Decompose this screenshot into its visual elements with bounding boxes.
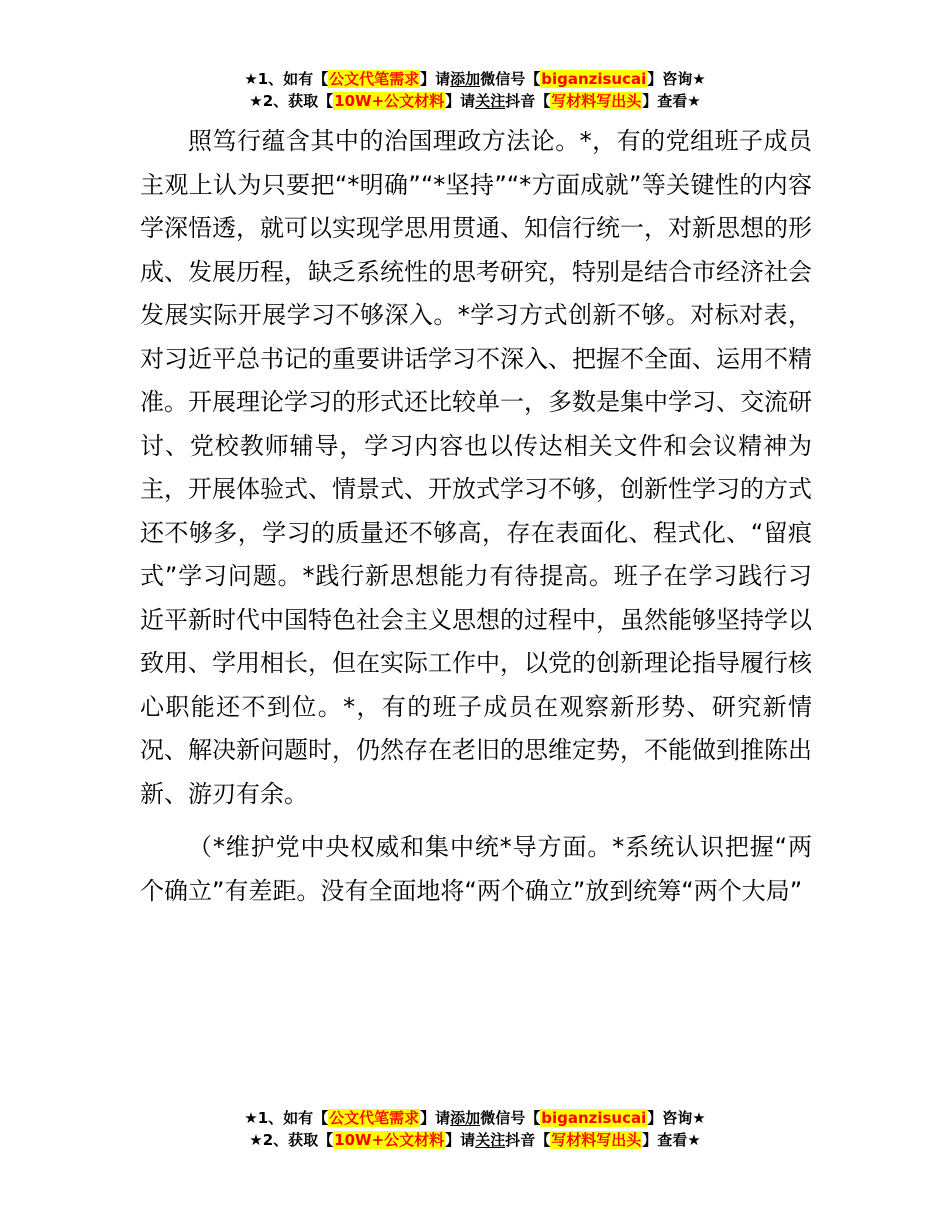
wechat-id-highlight: biganzisucai <box>541 70 647 88</box>
ghostwriting-service-highlight: 公文代笔需求 <box>329 70 420 88</box>
add-link[interactable]: 添加 <box>450 1109 481 1127</box>
star-icon: ★ <box>687 1131 701 1149</box>
follow-link[interactable]: 关注 <box>475 1131 506 1149</box>
header-line-2 <box>0 90 950 112</box>
header-line-1-suffix: 】咨询 <box>647 70 693 88</box>
star-icon: ★ <box>244 1109 258 1127</box>
ghostwriting-service-highlight: 公文代笔需求 <box>329 1109 420 1127</box>
footer-line-2-mid: 】请 <box>445 1131 476 1149</box>
materials-highlight: 10W+公文材料 <box>334 1131 445 1149</box>
footer-line-2-suffix: 】查看 <box>642 1131 688 1149</box>
header-line-2-prefix: 2、获取【 <box>262 92 334 110</box>
star-icon: ★ <box>249 92 263 110</box>
footer-line-1-mid2: 微信号【 <box>480 1109 541 1127</box>
footer-banner <box>0 1107 950 1151</box>
add-link[interactable]: 添加 <box>450 70 481 88</box>
star-icon: ★ <box>249 1131 263 1149</box>
star-icon: ★ <box>687 92 701 110</box>
star-icon: ★ <box>692 70 706 88</box>
footer-line-2-mid2: 抖音【 <box>505 1131 551 1149</box>
douyin-account-highlight: 写材料写出头 <box>551 92 642 110</box>
footer-line-1 <box>0 1107 950 1129</box>
footer-line-2 <box>0 1129 950 1151</box>
footer-line-2-prefix: 2、获取【 <box>262 1131 334 1149</box>
header-line-2-mid2: 抖音【 <box>505 92 551 110</box>
douyin-account-highlight: 写材料写出头 <box>551 1131 642 1149</box>
follow-link[interactable]: 关注 <box>475 92 506 110</box>
materials-highlight: 10W+公文材料 <box>334 92 445 110</box>
body-paragraph-2: （*维护党中央权威和集中统*导方面。*系统认识把握“两个确立”有差距。没有全面地将“两个确立”放到统筹“两个大局” <box>140 833 812 905</box>
star-icon: ★ <box>692 1109 706 1127</box>
footer-line-1-suffix: 】咨询 <box>647 1109 693 1127</box>
wechat-id-highlight: biganzisucai <box>541 1109 647 1127</box>
header-line-2-suffix: 】查看 <box>642 92 688 110</box>
header-line-1 <box>0 68 950 90</box>
body-paragraph-1: 照笃行蕴含其中的治国理政方法论。*，有的党组班子成员主观上认为只要把“*明确”“*坚持”“*方面成就”等关键性的内容学深悟透，就可以实现学思用贯通、知信行统一，对新思想的形成、发展历程，缺乏系统性的思考研究，特别是结合市经济社会发展实际开展学习不够深入。*学习方式创新不够。对标对表，对习近平总书记的重要讲话学习不深入、把握不全面、运用不精准。开展理论学习的形式还比较单一，多数是集中学习、交流研讨、党校教师辅导，学习内容也以传达相关文件和会议精神为主，开展体验式、情景式、开放式学习不够，创新性学习的方式还不够多，学习的质量还不够高，存在表面化、程式化、“留痕式”学习问题。*践行新思想能力有待提高。班子在学习践行习近平新时代中国特色社会主义思想的过程中，虽然能够坚持学以致用、学用相长，但在实际工作中，以党的创新理论指导履行核心职能还不到位。*，有的班子成员在观察新形势、研究新情况、解决新问题时，仍然存在老旧的思维定势，不能做到推陈出新、游刃有余。 <box>140 127 812 808</box>
header-line-1-mid: 】请 <box>420 70 451 88</box>
header-line-2-mid: 】请 <box>445 92 476 110</box>
footer-line-1-mid: 】请 <box>420 1109 451 1127</box>
footer-line-1-prefix: 1、如有【 <box>257 1109 329 1127</box>
document-body <box>140 120 812 913</box>
header-line-1-mid2: 微信号【 <box>480 70 541 88</box>
star-icon: ★ <box>244 70 258 88</box>
header-line-1-prefix: 1、如有【 <box>257 70 329 88</box>
header-banner <box>0 68 950 112</box>
